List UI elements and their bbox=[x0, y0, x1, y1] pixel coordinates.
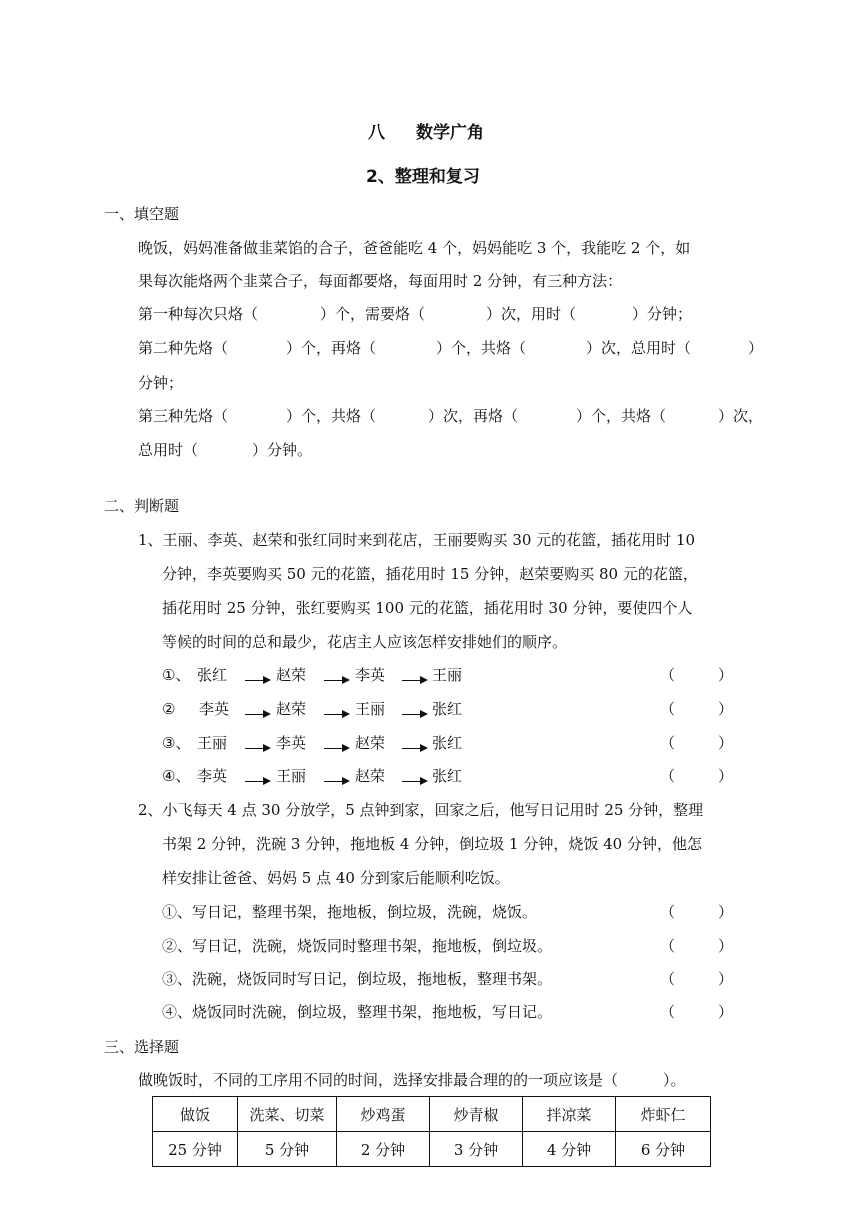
method1-text-c: ）次，用时（ bbox=[486, 305, 577, 323]
option-name: 王丽 bbox=[276, 767, 307, 785]
table-cell: 3 分钟 bbox=[430, 1132, 523, 1167]
answer-paren-open: （ bbox=[660, 700, 676, 718]
q1-line4: 等候的时间的总和最少，花店主人应该怎样安排她们的顺序。 bbox=[162, 633, 568, 651]
option-number: ①、 bbox=[162, 666, 191, 684]
part2-heading: 二、判断题 bbox=[104, 497, 180, 515]
answer-paren-open: （ bbox=[660, 734, 676, 752]
option-name: 李英 bbox=[355, 666, 386, 684]
answer-paren-close: ） bbox=[718, 666, 734, 684]
method1-text-d: ）分钟； bbox=[632, 305, 693, 323]
arrow-icon bbox=[402, 781, 426, 782]
q1-line3: 插花用时 25 分钟，张红要购买 100 元的花篮，插花用时 30 分钟，要使四个人 bbox=[162, 599, 693, 617]
section-title: 2、整理和复习 bbox=[366, 167, 480, 187]
q1-line2: 分钟，李英要购买 50 元的花篮，插花用时 15 分钟，赵荣要购买 80 元的花篮， bbox=[162, 565, 698, 583]
arrow-icon bbox=[402, 680, 426, 681]
table-cell: 2 分钟 bbox=[337, 1132, 430, 1167]
arrow-icon bbox=[324, 680, 348, 681]
arrow-icon bbox=[245, 680, 269, 681]
table-cell: 做饭 bbox=[153, 1097, 238, 1132]
table-cell: 炒鸡蛋 bbox=[337, 1097, 430, 1132]
method2-text-a: 第二种先烙（ bbox=[138, 339, 229, 357]
answer-paren-open: （ bbox=[660, 767, 676, 785]
method3-text-a: 第三种先烙（ bbox=[138, 407, 229, 425]
option-number: ② bbox=[162, 700, 191, 718]
table-header-row bbox=[153, 1097, 711, 1132]
arrow-icon bbox=[324, 781, 348, 782]
table-cell: 炸虾仁 bbox=[616, 1097, 711, 1132]
arrow-icon bbox=[324, 714, 348, 715]
arrow-icon bbox=[324, 748, 348, 749]
table-cell: 洗菜、切菜 bbox=[238, 1097, 337, 1132]
option-name: 李英 bbox=[199, 700, 230, 718]
answer-paren-close: ） bbox=[718, 903, 734, 921]
cooking-time-table bbox=[152, 1096, 711, 1167]
q2-line1: 2、小飞每天 4 点 30 分放学，5 点钟到家，回家之后，他写日记用时 25 分钟，整理 bbox=[138, 801, 704, 819]
method2-continuation: 分钟； bbox=[138, 374, 184, 392]
chapter-title: 数学广角 bbox=[416, 123, 484, 143]
option-name: 王丽 bbox=[355, 700, 386, 718]
part3-question: 做晚饭时，不同的工序用不同的时间，选择安排最合理的的一项应该是（ ）。 bbox=[138, 1071, 686, 1089]
q2-line2: 书架 2 分钟，洗碗 3 分钟，拖地板 4 分钟，倒垃圾 1 分钟，烧饭 40 分钟，他怎 bbox=[162, 835, 702, 853]
part1-heading: 一、填空题 bbox=[104, 205, 180, 223]
part1-paragraph-line1: 晚饭，妈妈准备做韭菜馅的合子，爸爸能吃 4 个，妈妈能吃 3 个，我能吃 2 个，如 bbox=[138, 239, 691, 257]
part3-heading: 三、选择题 bbox=[104, 1038, 180, 1056]
answer-paren-open: （ bbox=[660, 903, 676, 921]
q2-option-3: ③、洗碗，烧饭同时写日记，倒垃圾，拖地板，整理书架。 bbox=[162, 970, 553, 988]
table-cell: 6 分钟 bbox=[616, 1132, 711, 1167]
answer-paren-open: （ bbox=[660, 970, 676, 988]
answer-paren-close: ） bbox=[718, 734, 734, 752]
table-cell: 拌凉菜 bbox=[523, 1097, 616, 1132]
answer-paren-open: （ bbox=[660, 1003, 676, 1021]
option-number: ④、 bbox=[162, 767, 191, 785]
method3-text-d: ）个，共烙（ bbox=[576, 407, 667, 425]
method3-text-c: ）次，再烙（ bbox=[428, 407, 519, 425]
method2-text-d: ）次，总用时（ bbox=[586, 339, 692, 357]
answer-paren-close: ） bbox=[718, 1003, 734, 1021]
part1-paragraph-line2: 果每次能烙两个韭菜合子，每面都要烙，每面用时 2 分钟，有三种方法： bbox=[138, 272, 623, 290]
arrow-icon bbox=[245, 714, 269, 715]
option-name: 赵荣 bbox=[355, 734, 386, 752]
option-name: 张红 bbox=[197, 666, 228, 684]
method3-continuation-a: 总用时（ bbox=[138, 441, 199, 459]
q2-option-1: ①、写日记，整理书架，拖地板，倒垃圾，洗碗，烧饭。 bbox=[162, 903, 538, 921]
arrow-icon bbox=[402, 714, 426, 715]
method2-text-e: ） bbox=[748, 339, 764, 357]
q2-option-4: ④、烧饭同时洗碗，倒垃圾，整理书架，拖地板，写日记。 bbox=[162, 1003, 553, 1021]
table-cell: 5 分钟 bbox=[238, 1132, 337, 1167]
method2-text-c: ）个，共烙（ bbox=[436, 339, 527, 357]
option-number: ③、 bbox=[162, 734, 191, 752]
answer-paren-open: （ bbox=[660, 666, 676, 684]
table-row bbox=[153, 1132, 711, 1167]
arrow-icon bbox=[245, 781, 269, 782]
method1-text-b: ）个，需要烙（ bbox=[320, 305, 426, 323]
answer-paren-close: ） bbox=[718, 937, 734, 955]
table-cell: 25 分钟 bbox=[153, 1132, 238, 1167]
option-name: 赵荣 bbox=[276, 700, 307, 718]
chapter-number: 八 bbox=[368, 123, 385, 143]
method3-text-e: ）次， bbox=[718, 407, 764, 425]
option-name: 赵荣 bbox=[276, 666, 307, 684]
option-name: 张红 bbox=[432, 767, 463, 785]
q1-line1: 1、王丽、李英、赵荣和张红同时来到花店，王丽要购买 30 元的花篮，插花用时 10 bbox=[138, 531, 696, 549]
answer-paren-close: ） bbox=[718, 970, 734, 988]
option-name: 李英 bbox=[276, 734, 307, 752]
answer-paren-close: ） bbox=[718, 767, 734, 785]
answer-paren-close: ） bbox=[718, 700, 734, 718]
option-name: 李英 bbox=[197, 767, 228, 785]
table-cell: 4 分钟 bbox=[523, 1132, 616, 1167]
arrow-icon bbox=[245, 748, 269, 749]
option-name: 张红 bbox=[432, 734, 463, 752]
q2-option-2: ②、写日记，洗碗，烧饭同时整理书架，拖地板，倒垃圾。 bbox=[162, 937, 553, 955]
answer-paren-open: （ bbox=[660, 937, 676, 955]
option-name: 王丽 bbox=[432, 666, 463, 684]
option-name: 张红 bbox=[432, 700, 463, 718]
arrow-icon bbox=[402, 748, 426, 749]
method3-text-b: ）个，共烙（ bbox=[286, 407, 377, 425]
option-name: 王丽 bbox=[197, 734, 228, 752]
method3-continuation-b: ）分钟。 bbox=[252, 441, 313, 459]
method2-text-b: ）个，再烙（ bbox=[286, 339, 377, 357]
q2-line3: 样安排让爸爸、妈妈 5 点 40 分到家后能顺利吃饭。 bbox=[162, 869, 510, 887]
table-cell: 炒青椒 bbox=[430, 1097, 523, 1132]
method1-text-a: 第一种每次只烙（ bbox=[138, 305, 259, 323]
option-name: 赵荣 bbox=[355, 767, 386, 785]
